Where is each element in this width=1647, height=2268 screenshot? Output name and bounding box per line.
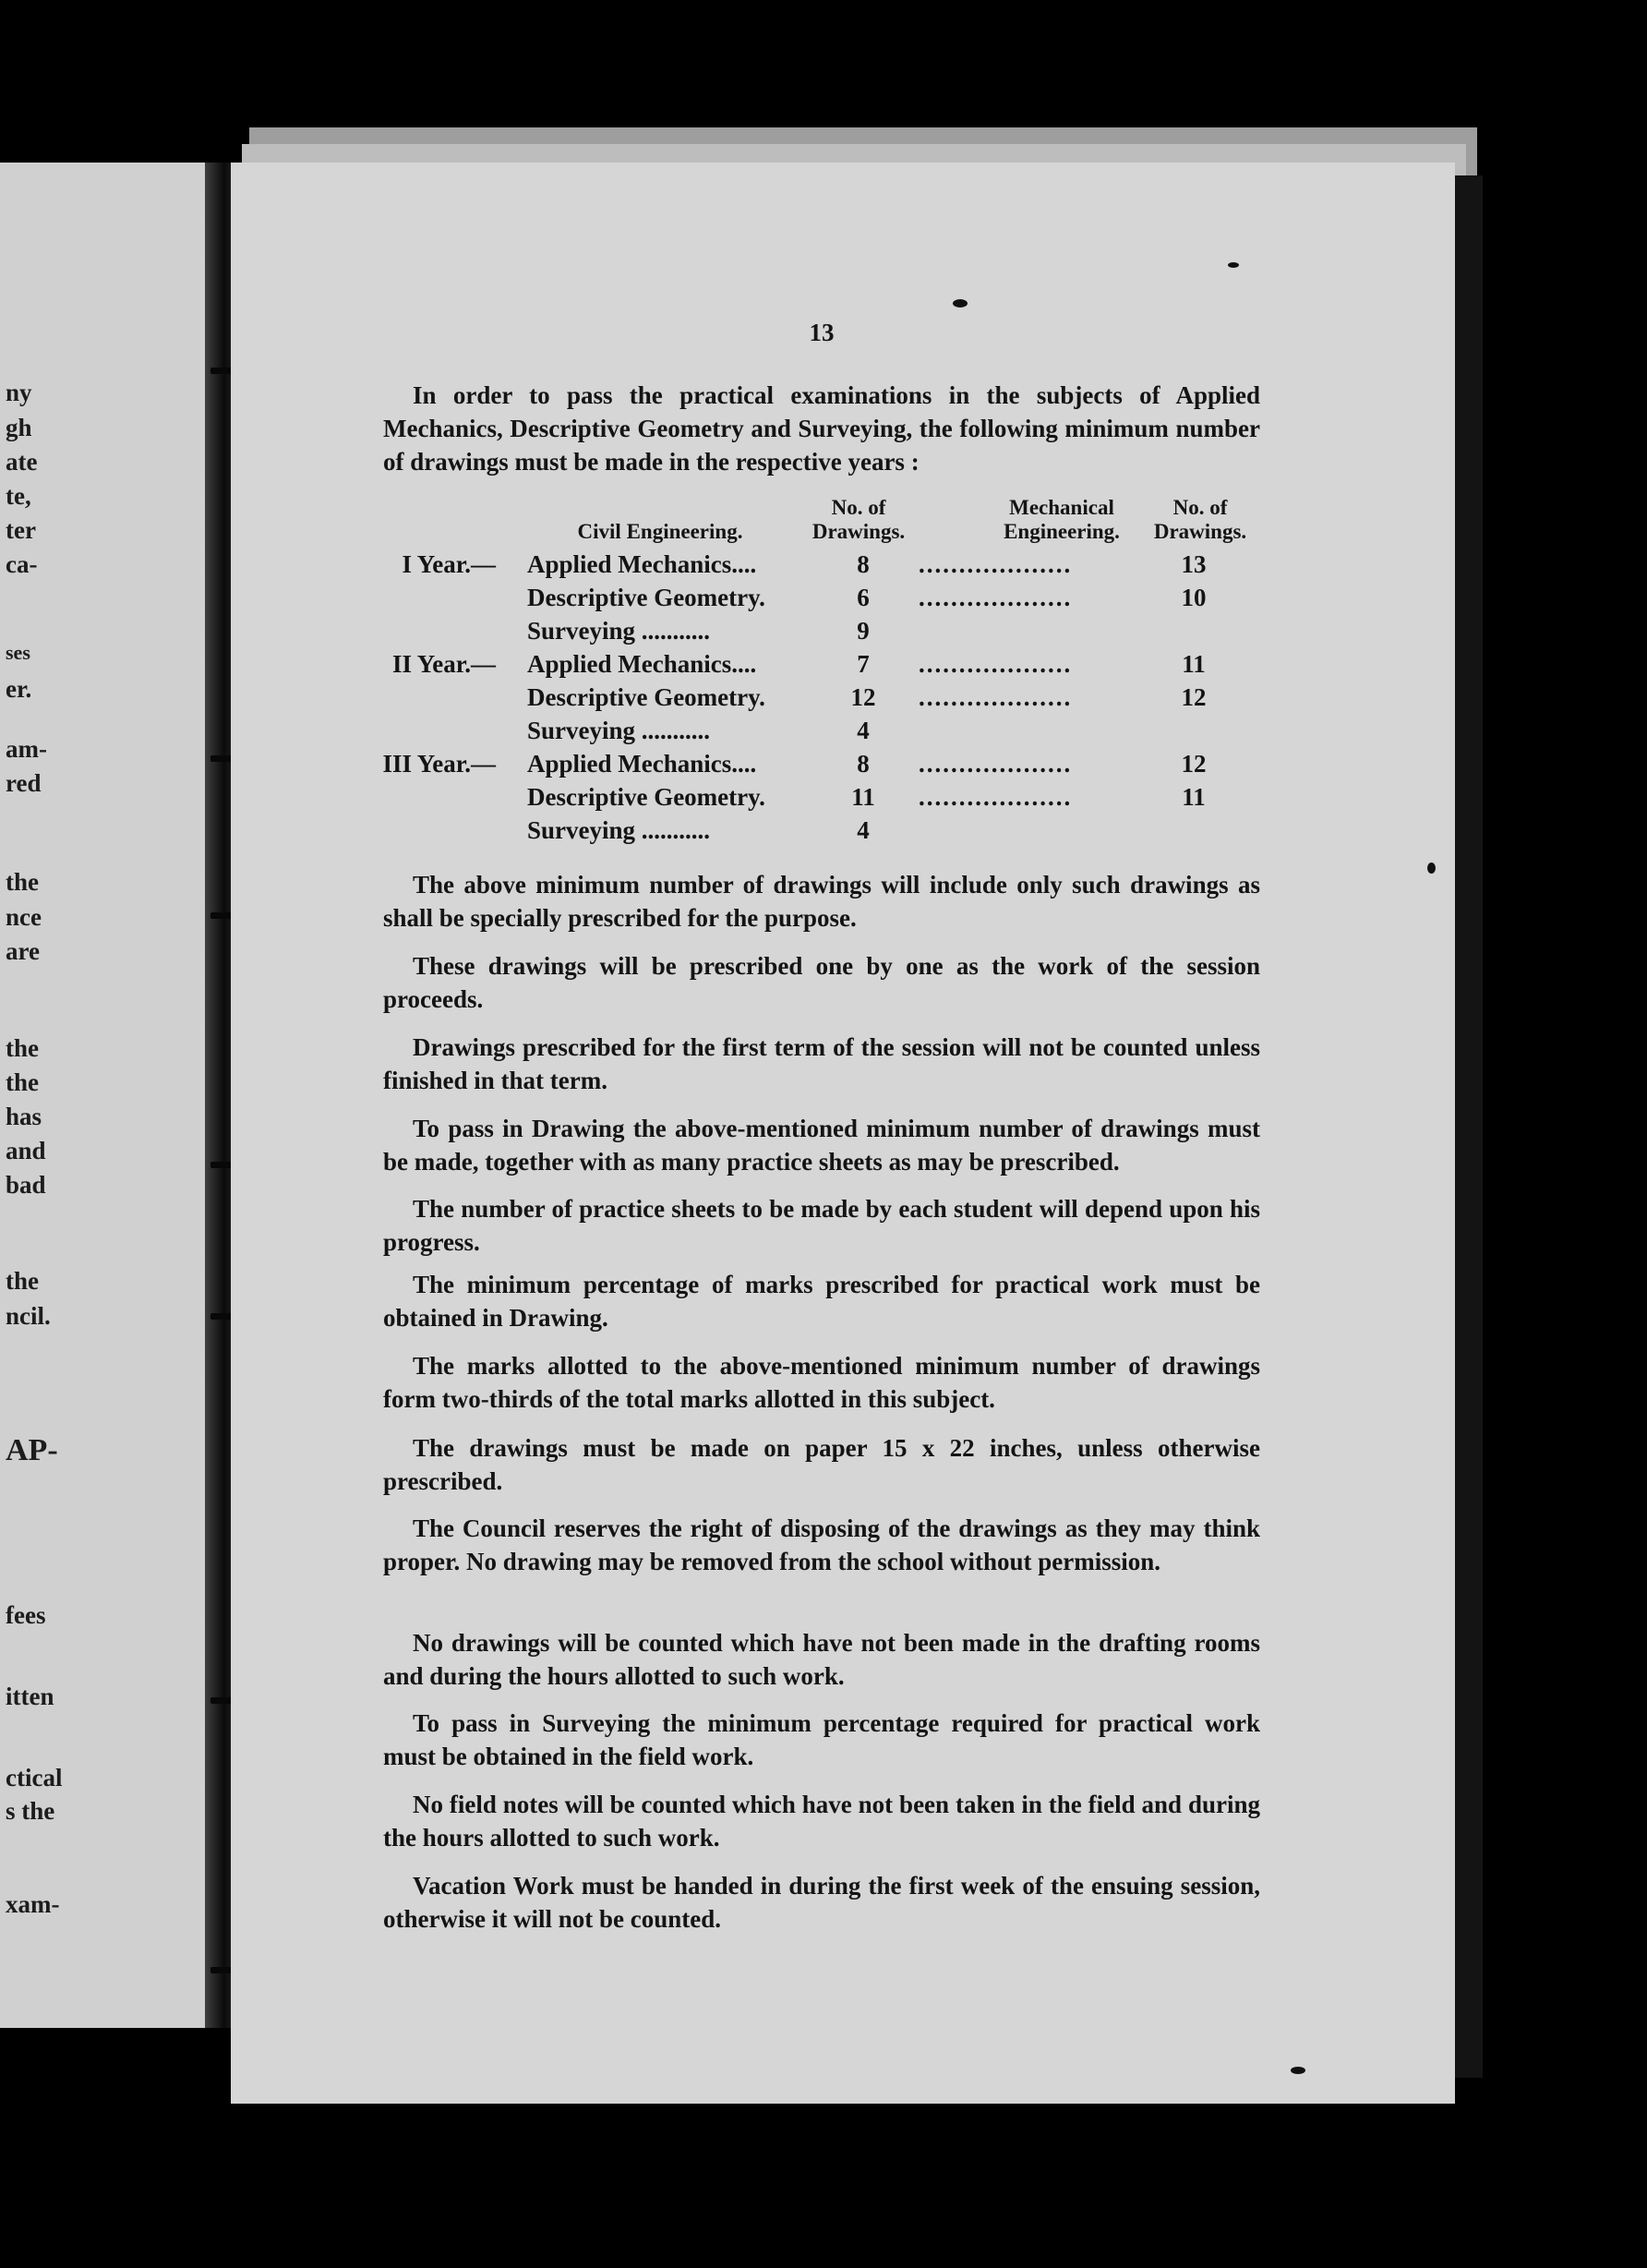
leader-dots: ................... xyxy=(919,584,1073,611)
table-row xyxy=(383,714,1260,747)
subject-label: Surveying ........... xyxy=(527,717,711,744)
left-page-fragment: xam- xyxy=(6,1890,60,1918)
civil-drawings-count: 4 xyxy=(857,717,870,744)
civil-drawings-count: 4 xyxy=(857,816,870,844)
body-paragraph: No drawings will be counted which have not been made in the drafting rooms and during the hours allotted to such work. xyxy=(383,1629,1260,1690)
table-row xyxy=(383,581,1260,614)
mech-drawings-count: 12 xyxy=(1181,683,1207,711)
left-page-fragment: ate xyxy=(6,448,38,476)
leader-dots: ................... xyxy=(919,750,1073,778)
subject-label: Descriptive Geometry. xyxy=(527,783,765,811)
header-mechanical-engineering: Mechanical Engineering. xyxy=(1004,496,1120,543)
left-page-fragment: AP- xyxy=(6,1433,58,1467)
left-page-fragment: the xyxy=(6,1068,39,1096)
left-facing-page xyxy=(0,163,212,2028)
body-paragraph: The marks allotted to the above-mentioned minimum number of drawings form two-thirds of the total marks allotted in this subject. xyxy=(383,1352,1260,1413)
header-civil-engineering: Civil Engineering. xyxy=(577,520,743,543)
left-page-fragment: te, xyxy=(6,482,31,510)
civil-drawings-count: 9 xyxy=(857,617,870,645)
page-number: 13 xyxy=(809,319,835,346)
left-page-fragment: bad xyxy=(6,1171,46,1199)
table-row xyxy=(383,814,1260,847)
table-row xyxy=(383,747,1260,780)
mech-drawings-count: 10 xyxy=(1181,584,1207,611)
intro-paragraph: In order to pass the practical examinations in the subjects of Applied Mechanics, Descriptive Geometry and Surveying, the following minimum number of drawings must be made in the respective years : xyxy=(383,381,1260,476)
table-row xyxy=(383,681,1260,714)
body-paragraph: The minimum percentage of marks prescribed for practical work must be obtained in Drawing. xyxy=(383,1271,1260,1332)
civil-drawings-count: 8 xyxy=(857,550,870,578)
leader-dots: ................... xyxy=(919,550,1073,578)
left-page-fragment: ctical xyxy=(6,1764,63,1791)
left-page-fragment: red xyxy=(6,769,42,797)
header-no-of-drawings-mech: No. of Drawings. xyxy=(1153,496,1247,543)
left-page-fragment: the xyxy=(6,1034,39,1062)
ink-speck xyxy=(1427,863,1436,874)
left-page-fragment: and xyxy=(6,1137,46,1164)
civil-drawings-count: 7 xyxy=(857,650,870,678)
body-paragraph: To pass in Surveying the minimum percentage required for practical work must be obtained in the field work. xyxy=(383,1709,1260,1770)
mech-drawings-count: 11 xyxy=(1182,783,1206,811)
left-page-fragment: fees xyxy=(6,1601,46,1629)
year-label: I Year.— xyxy=(402,550,496,578)
header-no-of-drawings-civil: No. of Drawings. xyxy=(811,496,906,543)
subject-label: Applied Mechanics.... xyxy=(527,750,757,778)
subject-label: Surveying ........... xyxy=(527,617,711,645)
left-page-fragment: s the xyxy=(6,1797,55,1825)
civil-drawings-count: 12 xyxy=(850,683,876,711)
civil-drawings-count: 6 xyxy=(857,584,870,611)
left-page-fragment: ncil. xyxy=(6,1302,51,1330)
subject-label: Descriptive Geometry. xyxy=(527,584,765,611)
ink-speck xyxy=(953,299,968,308)
subject-label: Descriptive Geometry. xyxy=(527,683,765,711)
left-page-fragment: er. xyxy=(6,675,32,703)
body-paragraph: These drawings will be prescribed one by one as the work of the session proceeds. xyxy=(383,952,1260,1013)
civil-drawings-count: 8 xyxy=(857,750,870,778)
body-paragraph: Vacation Work must be handed in during the first week of the ensuing session, otherwise it will not be counted. xyxy=(383,1872,1260,1933)
table-row xyxy=(383,614,1260,647)
left-page-fragment: the xyxy=(6,868,39,896)
subject-label: Applied Mechanics.... xyxy=(527,550,757,578)
left-page-fragment: are xyxy=(6,937,40,965)
body-paragraph: No field notes will be counted which have not been taken in the field and during the hours allotted to such work. xyxy=(383,1791,1260,1852)
left-page-fragment: gh xyxy=(6,414,32,441)
left-page-fragment: nce xyxy=(6,903,42,931)
left-page-fragment: am- xyxy=(6,735,47,763)
mech-drawings-count: 12 xyxy=(1181,750,1207,778)
year-label: III Year.— xyxy=(382,750,496,778)
table-row xyxy=(383,548,1260,581)
body-paragraph: The drawings must be made on paper 15 x 22 inches, unless otherwise prescribed. xyxy=(383,1434,1260,1495)
leader-dots: ................... xyxy=(919,783,1073,811)
body-paragraph: The number of practice sheets to be made by each student will depend upon his progress. xyxy=(383,1195,1260,1256)
ink-speck xyxy=(1291,2067,1305,2074)
left-page-fragment: has xyxy=(6,1103,42,1130)
left-page-fragment: ca- xyxy=(6,550,38,578)
subject-label: Surveying ........... xyxy=(527,816,711,844)
left-page-fragment: itten xyxy=(6,1683,54,1710)
body-paragraph: The above minimum number of drawings will include only such drawings as shall be specially prescribed for the purpose. xyxy=(383,871,1260,932)
left-page-fragment: ses xyxy=(6,641,30,664)
body-paragraph: The Council reserves the right of disposing of the drawings as they may think proper. No drawing may be removed from the school without permission. xyxy=(383,1514,1260,1575)
left-page-fragment: the xyxy=(6,1267,39,1295)
table-row xyxy=(383,647,1260,681)
body-paragraph: Drawings prescribed for the first term of the session will not be counted unless finished in that term. xyxy=(383,1033,1260,1094)
left-page-fragment: ny xyxy=(6,379,32,406)
civil-drawings-count: 11 xyxy=(851,783,875,811)
mech-drawings-count: 13 xyxy=(1181,550,1207,578)
year-label: II Year.— xyxy=(391,650,496,678)
mech-drawings-count: 11 xyxy=(1182,650,1206,678)
subject-label: Applied Mechanics.... xyxy=(527,650,757,678)
ink-speck xyxy=(1228,262,1239,268)
page-shadow-edge xyxy=(1455,175,1483,2078)
leader-dots: ................... xyxy=(919,650,1073,678)
left-page-fragment: ter xyxy=(6,516,36,544)
body-paragraph: To pass in Drawing the above-mentioned minimum number of drawings must be made, together with as many practice sheets as may be prescribed. xyxy=(383,1115,1260,1176)
leader-dots: ................... xyxy=(919,683,1073,711)
table-row xyxy=(383,780,1260,814)
